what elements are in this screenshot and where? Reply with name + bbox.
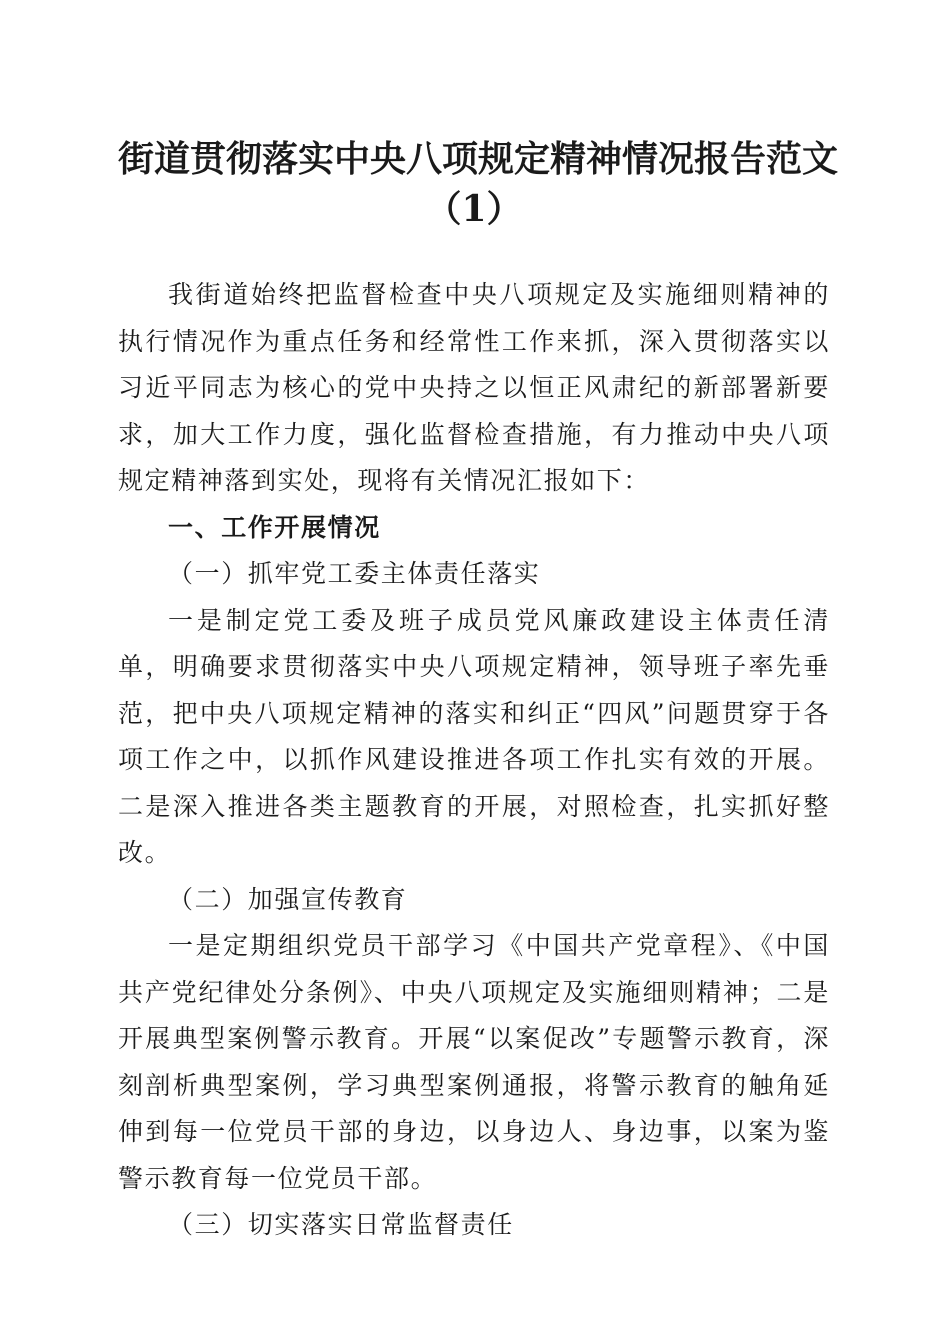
subsection-1-paragraph: 一是制定党工委及班子成员党风廉政建设主体责任清单，明确要求贯彻落实中央八项规定精神，领导班子率先垂范，把中央八项规定精神的落实和纠正“四风”问题贯穿于各项工作之中，以抓作风建设推进各项工作扎实有效的开展。二是深入推进各类主题教育的开展，对照检查，扎实抓好整改。 <box>118 605 830 867</box>
document-page <box>118 0 839 1249</box>
subsection-heading-1: （一）抓牢党工委主体责任落实 <box>168 559 541 588</box>
subsection-heading-2: （二）加强宣传教育 <box>168 884 408 914</box>
document-title <box>118 0 839 234</box>
title-line-2: （1） <box>425 188 523 230</box>
subsection-2-paragraph: 一是定期组织党员干部学习《中国共产党章程》、《中国共产党纪律处分条例》、中央八项规定及实施细则精神；二是开展典型案例警示教育。开展“以案促改”专题警示教育，深刻剖析典型案例，学习典型案例通报，将警示教育的触角延伸到每一位党员干部的身边，以身边人、身边事，以案为鉴警示教育每一位党员干部。 <box>118 931 830 1193</box>
subsection-heading-3: （三）切实落实日常监督责任 <box>168 1210 514 1239</box>
document-body <box>118 272 830 1249</box>
section-heading-1: 一、工作开展情况 <box>168 512 381 542</box>
intro-paragraph: 我街道始终把监督检查中央八项规定及实施细则精神的执行情况作为重点任务和经常性工作来抓，深入贯彻落实以习近平同志为核心的党中央持之以恒正风肃纪的新部署新要求，加大工作力度，强化监督检查措施，有力推动中央八项规定精神落到实处，现将有关情况汇报如下： <box>118 280 830 495</box>
title-line-1: 街道贯彻落实中央八项规定精神情况报告范文 <box>118 138 839 180</box>
